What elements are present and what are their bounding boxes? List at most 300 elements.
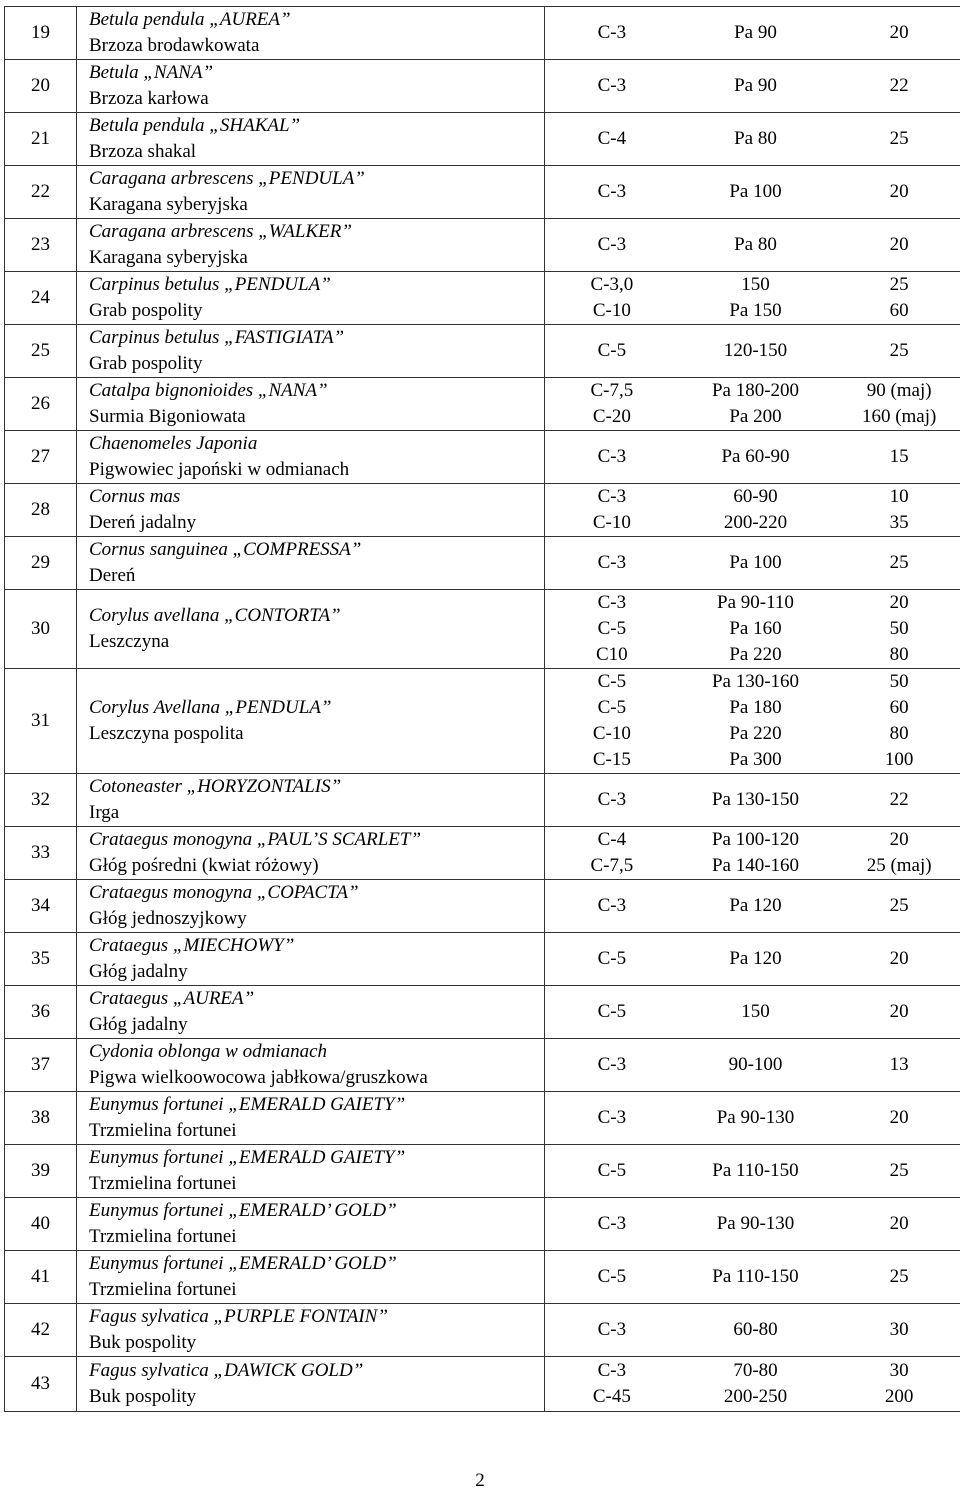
spec-value: 100 bbox=[834, 747, 960, 773]
plant-name-cell bbox=[77, 219, 545, 272]
price bbox=[834, 1158, 960, 1184]
plant-name-cell bbox=[77, 986, 545, 1039]
latin-name: Carpinus betulus „PENDULA” bbox=[89, 272, 544, 298]
spec-value: Pa 180 bbox=[680, 695, 830, 721]
spec-value: 50 bbox=[834, 669, 960, 695]
price bbox=[834, 827, 960, 879]
specs-cell bbox=[545, 1198, 960, 1251]
spec-value: Pa 150 bbox=[680, 298, 830, 324]
container-size bbox=[547, 787, 677, 813]
table-row bbox=[5, 1304, 960, 1357]
plant-height bbox=[680, 1317, 830, 1343]
spec-value: Pa 220 bbox=[680, 642, 830, 668]
spec-value: C-3 bbox=[547, 179, 677, 205]
container-size bbox=[547, 550, 677, 576]
price bbox=[834, 1317, 960, 1343]
common-name: Trzmielina fortunei bbox=[89, 1224, 544, 1250]
row-number: 19 bbox=[5, 7, 77, 60]
spec-value: 20 bbox=[834, 827, 960, 853]
specs-cell bbox=[545, 933, 960, 986]
table-row bbox=[5, 933, 960, 986]
container-size bbox=[547, 1211, 677, 1237]
spec-value: 120-150 bbox=[680, 338, 830, 364]
plant-height bbox=[680, 484, 830, 536]
spec-value: Pa 90-110 bbox=[680, 590, 830, 616]
spec-value: Pa 110-150 bbox=[680, 1158, 830, 1184]
plant-name-cell bbox=[77, 1145, 545, 1198]
container-size bbox=[547, 669, 677, 773]
price bbox=[834, 787, 960, 813]
spec-value: 20 bbox=[834, 946, 960, 972]
plant-height bbox=[680, 999, 830, 1025]
price bbox=[834, 73, 960, 99]
table-row bbox=[5, 537, 960, 590]
specs-cell bbox=[545, 484, 960, 537]
price bbox=[834, 20, 960, 46]
plant-height bbox=[680, 444, 830, 470]
spec-value: 60 bbox=[834, 298, 960, 324]
table-row bbox=[5, 1251, 960, 1304]
spec-value: 50 bbox=[834, 616, 960, 642]
spec-value: C-5 bbox=[547, 1264, 677, 1290]
plant-height bbox=[680, 338, 830, 364]
plant-height bbox=[680, 126, 830, 152]
container-size bbox=[547, 272, 677, 324]
spec-value: Pa 100 bbox=[680, 550, 830, 576]
spec-value: C-7,5 bbox=[547, 853, 677, 879]
plant-name-cell bbox=[77, 774, 545, 827]
plant-height bbox=[680, 1211, 830, 1237]
row-number: 20 bbox=[5, 60, 77, 113]
spec-value: C-3 bbox=[547, 1317, 677, 1343]
spec-value: 25 bbox=[834, 338, 960, 364]
spec-value: 25 bbox=[834, 893, 960, 919]
container-size bbox=[547, 1158, 677, 1184]
spec-value: 200-220 bbox=[680, 510, 830, 536]
plant-height bbox=[680, 1105, 830, 1131]
common-name: Surmia Bigoniowata bbox=[89, 404, 544, 430]
container-size bbox=[547, 1264, 677, 1290]
spec-value: 13 bbox=[834, 1052, 960, 1078]
table-row bbox=[5, 827, 960, 880]
spec-value: 60-80 bbox=[680, 1317, 830, 1343]
price bbox=[834, 126, 960, 152]
plant-height bbox=[680, 590, 830, 668]
spec-value: 35 bbox=[834, 510, 960, 536]
row-number: 26 bbox=[5, 378, 77, 431]
latin-name: Caragana arbrescens „PENDULA” bbox=[89, 166, 544, 192]
spec-value: 15 bbox=[834, 444, 960, 470]
specs-cell bbox=[545, 113, 960, 166]
spec-value: Pa 90 bbox=[680, 20, 830, 46]
spec-value: C-3 bbox=[547, 1052, 677, 1078]
plant-name-cell bbox=[77, 484, 545, 537]
common-name: Pigwa wielkoowocowa jabłkowa/gruszkowa bbox=[89, 1065, 544, 1091]
row-number: 30 bbox=[5, 590, 77, 669]
specs-cell bbox=[545, 1092, 960, 1145]
spec-value: 25 bbox=[834, 272, 960, 298]
common-name: Buk pospolity bbox=[89, 1330, 544, 1356]
common-name: Głóg jadalny bbox=[89, 1012, 544, 1038]
specs-cell bbox=[545, 537, 960, 590]
row-number: 32 bbox=[5, 774, 77, 827]
plant-name-cell bbox=[77, 60, 545, 113]
specs-cell bbox=[545, 272, 960, 325]
spec-value: C10 bbox=[547, 642, 677, 668]
table-row bbox=[5, 669, 960, 774]
spec-value: 20 bbox=[834, 1105, 960, 1131]
spec-value: 22 bbox=[834, 73, 960, 99]
plant-name-cell bbox=[77, 7, 545, 60]
spec-value: 200 bbox=[834, 1384, 960, 1410]
row-number: 23 bbox=[5, 219, 77, 272]
spec-value: C-5 bbox=[547, 616, 677, 642]
common-name: Karagana syberyjska bbox=[89, 192, 544, 218]
row-number: 38 bbox=[5, 1092, 77, 1145]
spec-value: C-5 bbox=[547, 338, 677, 364]
spec-value: Pa 80 bbox=[680, 126, 830, 152]
container-size bbox=[547, 1105, 677, 1131]
plant-name-cell bbox=[77, 272, 545, 325]
plant-name-cell bbox=[77, 1304, 545, 1357]
latin-name: Betula pendula „SHAKAL” bbox=[89, 113, 544, 139]
spec-value: C-3 bbox=[547, 1211, 677, 1237]
table-row bbox=[5, 60, 960, 113]
common-name: Głóg jadalny bbox=[89, 959, 544, 985]
spec-value: 25 bbox=[834, 1158, 960, 1184]
latin-name: Fagus sylvatica „PURPLE FONTAIN” bbox=[89, 1304, 544, 1330]
container-size bbox=[547, 20, 677, 46]
plant-height bbox=[680, 550, 830, 576]
price bbox=[834, 1358, 960, 1410]
latin-name: Eunymus fortunei „EMERALD GAIETY” bbox=[89, 1092, 544, 1118]
spec-value: 60-90 bbox=[680, 484, 830, 510]
price bbox=[834, 590, 960, 668]
plant-name-cell bbox=[77, 378, 545, 431]
spec-value: Pa 180-200 bbox=[680, 378, 830, 404]
spec-value: C-20 bbox=[547, 404, 677, 430]
spec-value: 25 bbox=[834, 126, 960, 152]
spec-value: Pa 120 bbox=[680, 893, 830, 919]
common-name: Leszczyna bbox=[89, 629, 544, 655]
container-size bbox=[547, 1317, 677, 1343]
common-name: Trzmielina fortunei bbox=[89, 1118, 544, 1144]
spec-value: C-7,5 bbox=[547, 378, 677, 404]
spec-value: 70-80 bbox=[680, 1358, 830, 1384]
latin-name: Crataegus „AUREA” bbox=[89, 986, 544, 1012]
row-number: 24 bbox=[5, 272, 77, 325]
row-number: 21 bbox=[5, 113, 77, 166]
spec-value: C-10 bbox=[547, 298, 677, 324]
spec-value: 200-250 bbox=[680, 1384, 830, 1410]
spec-value: 25 bbox=[834, 550, 960, 576]
plant-name-cell bbox=[77, 166, 545, 219]
spec-value: C-5 bbox=[547, 1158, 677, 1184]
spec-value: C-45 bbox=[547, 1384, 677, 1410]
row-number: 43 bbox=[5, 1357, 77, 1412]
spec-value: 10 bbox=[834, 484, 960, 510]
spec-value: Pa 90-130 bbox=[680, 1105, 830, 1131]
spec-value: 20 bbox=[834, 232, 960, 258]
row-number: 42 bbox=[5, 1304, 77, 1357]
plant-name-cell bbox=[77, 1357, 545, 1412]
price bbox=[834, 1264, 960, 1290]
table-row bbox=[5, 325, 960, 378]
table-row bbox=[5, 7, 960, 60]
plant-name-cell bbox=[77, 1198, 545, 1251]
row-number: 25 bbox=[5, 325, 77, 378]
plant-height bbox=[680, 893, 830, 919]
latin-name: Cydonia oblonga w odmianach bbox=[89, 1039, 544, 1065]
spec-value: C-3 bbox=[547, 232, 677, 258]
plant-name-cell bbox=[77, 880, 545, 933]
latin-name: Fagus sylvatica „DAWICK GOLD” bbox=[89, 1358, 544, 1384]
spec-value: 90-100 bbox=[680, 1052, 830, 1078]
container-size bbox=[547, 893, 677, 919]
table-row bbox=[5, 1145, 960, 1198]
price bbox=[834, 893, 960, 919]
plant-height bbox=[680, 827, 830, 879]
spec-value: C-5 bbox=[547, 946, 677, 972]
specs-cell bbox=[545, 1251, 960, 1304]
container-size bbox=[547, 179, 677, 205]
spec-value: C-10 bbox=[547, 510, 677, 536]
plant-height bbox=[680, 73, 830, 99]
table-row bbox=[5, 1039, 960, 1092]
row-number: 35 bbox=[5, 933, 77, 986]
container-size bbox=[547, 590, 677, 668]
row-number: 33 bbox=[5, 827, 77, 880]
container-size bbox=[547, 232, 677, 258]
latin-name: Chaenomeles Japonia bbox=[89, 431, 544, 457]
row-number: 34 bbox=[5, 880, 77, 933]
container-size bbox=[547, 1052, 677, 1078]
common-name: Trzmielina fortunei bbox=[89, 1171, 544, 1197]
plant-height bbox=[680, 946, 830, 972]
spec-value: C-3 bbox=[547, 787, 677, 813]
spec-value: C-3 bbox=[547, 444, 677, 470]
row-number: 29 bbox=[5, 537, 77, 590]
container-size bbox=[547, 444, 677, 470]
table-row bbox=[5, 880, 960, 933]
table-row bbox=[5, 590, 960, 669]
row-number: 36 bbox=[5, 986, 77, 1039]
specs-cell bbox=[545, 590, 960, 669]
spec-value: 150 bbox=[680, 272, 830, 298]
spec-value: Pa 160 bbox=[680, 616, 830, 642]
specs-cell bbox=[545, 880, 960, 933]
latin-name: Eunymus fortunei „EMERALD’ GOLD” bbox=[89, 1198, 544, 1224]
spec-value: C-5 bbox=[547, 695, 677, 721]
spec-value: Pa 120 bbox=[680, 946, 830, 972]
table-row bbox=[5, 219, 960, 272]
spec-value: Pa 130-150 bbox=[680, 787, 830, 813]
common-name: Grab pospolity bbox=[89, 351, 544, 377]
plant-height bbox=[680, 787, 830, 813]
plant-height bbox=[680, 378, 830, 430]
row-number: 39 bbox=[5, 1145, 77, 1198]
spec-value: Pa 220 bbox=[680, 721, 830, 747]
common-name: Irga bbox=[89, 800, 544, 826]
spec-value: Pa 90-130 bbox=[680, 1211, 830, 1237]
latin-name: Crataegus monogyna „COPACTA” bbox=[89, 880, 544, 906]
latin-name: Cornus mas bbox=[89, 484, 544, 510]
row-number: 37 bbox=[5, 1039, 77, 1092]
plant-height bbox=[680, 272, 830, 324]
spec-value: Pa 80 bbox=[680, 232, 830, 258]
container-size bbox=[547, 484, 677, 536]
common-name: Trzmielina fortunei bbox=[89, 1277, 544, 1303]
latin-name: Eunymus fortunei „EMERALD GAIETY” bbox=[89, 1145, 544, 1171]
container-size bbox=[547, 1358, 677, 1410]
plant-name-cell bbox=[77, 669, 545, 774]
spec-value: 20 bbox=[834, 1211, 960, 1237]
latin-name: Betula „NANA” bbox=[89, 60, 544, 86]
price bbox=[834, 179, 960, 205]
table-row bbox=[5, 774, 960, 827]
specs-cell bbox=[545, 60, 960, 113]
table-row bbox=[5, 484, 960, 537]
row-number: 28 bbox=[5, 484, 77, 537]
spec-value: C-3 bbox=[547, 20, 677, 46]
spec-value: Pa 100 bbox=[680, 179, 830, 205]
specs-cell bbox=[545, 1304, 960, 1357]
plant-height bbox=[680, 669, 830, 773]
table-row bbox=[5, 166, 960, 219]
common-name: Głóg jednoszyjkowy bbox=[89, 906, 544, 932]
spec-value: C-10 bbox=[547, 721, 677, 747]
plant-name-cell bbox=[77, 1092, 545, 1145]
spec-value: 160 (maj) bbox=[834, 404, 960, 430]
table-row bbox=[5, 986, 960, 1039]
row-number: 31 bbox=[5, 669, 77, 774]
specs-cell bbox=[545, 986, 960, 1039]
spec-value: 80 bbox=[834, 642, 960, 668]
price bbox=[834, 484, 960, 536]
plant-name-cell bbox=[77, 431, 545, 484]
spec-value: C-4 bbox=[547, 126, 677, 152]
price bbox=[834, 1052, 960, 1078]
price bbox=[834, 338, 960, 364]
spec-value: 25 bbox=[834, 1264, 960, 1290]
specs-cell bbox=[545, 325, 960, 378]
spec-value: C-5 bbox=[547, 999, 677, 1025]
spec-value: Pa 130-160 bbox=[680, 669, 830, 695]
spec-value: 90 (maj) bbox=[834, 378, 960, 404]
common-name: Brzoza karłowa bbox=[89, 86, 544, 112]
plant-name-cell bbox=[77, 933, 545, 986]
common-name: Dereń jadalny bbox=[89, 510, 544, 536]
spec-value: 25 (maj) bbox=[834, 853, 960, 879]
plant-name-cell bbox=[77, 537, 545, 590]
latin-name: Corylus avellana „CONTORTA” bbox=[89, 603, 544, 629]
row-number: 41 bbox=[5, 1251, 77, 1304]
spec-value: Pa 90 bbox=[680, 73, 830, 99]
latin-name: Crataegus monogyna „PAUL’S SCARLET” bbox=[89, 827, 544, 853]
plant-price-table bbox=[4, 6, 960, 1412]
specs-cell bbox=[545, 431, 960, 484]
latin-name: Crataegus „MIECHOWY” bbox=[89, 933, 544, 959]
container-size bbox=[547, 946, 677, 972]
spec-value: C-3 bbox=[547, 893, 677, 919]
price bbox=[834, 946, 960, 972]
container-size bbox=[547, 126, 677, 152]
table-body bbox=[5, 7, 960, 1412]
common-name: Głóg pośredni (kwiat różowy) bbox=[89, 853, 544, 879]
latin-name: Cotoneaster „HORYZONTALIS” bbox=[89, 774, 544, 800]
spec-value: C-3,0 bbox=[547, 272, 677, 298]
row-number: 22 bbox=[5, 166, 77, 219]
spec-value: 30 bbox=[834, 1358, 960, 1384]
plant-height bbox=[680, 232, 830, 258]
spec-value: 20 bbox=[834, 590, 960, 616]
price bbox=[834, 272, 960, 324]
row-number: 40 bbox=[5, 1198, 77, 1251]
spec-value: C-5 bbox=[547, 669, 677, 695]
plant-name-cell bbox=[77, 113, 545, 166]
spec-value: 30 bbox=[834, 1317, 960, 1343]
common-name: Grab pospolity bbox=[89, 298, 544, 324]
latin-name: Catalpa bignonioides „NANA” bbox=[89, 378, 544, 404]
latin-name: Betula pendula „AUREA” bbox=[89, 7, 544, 33]
row-number: 27 bbox=[5, 431, 77, 484]
common-name: Leszczyna pospolita bbox=[89, 721, 544, 747]
container-size bbox=[547, 999, 677, 1025]
container-size bbox=[547, 73, 677, 99]
spec-value: C-3 bbox=[547, 590, 677, 616]
spec-value: C-3 bbox=[547, 484, 677, 510]
spec-value: 80 bbox=[834, 721, 960, 747]
table-row bbox=[5, 1092, 960, 1145]
specs-cell bbox=[545, 669, 960, 774]
specs-cell bbox=[545, 378, 960, 431]
spec-value: 22 bbox=[834, 787, 960, 813]
specs-cell bbox=[545, 7, 960, 60]
price bbox=[834, 232, 960, 258]
container-size bbox=[547, 378, 677, 430]
spec-value: 150 bbox=[680, 999, 830, 1025]
specs-cell bbox=[545, 1357, 960, 1412]
plant-name-cell bbox=[77, 325, 545, 378]
table-row bbox=[5, 378, 960, 431]
common-name: Brzoza shakal bbox=[89, 139, 544, 165]
common-name: Buk pospolity bbox=[89, 1384, 544, 1410]
spec-value: 20 bbox=[834, 20, 960, 46]
plant-height bbox=[680, 1358, 830, 1410]
container-size bbox=[547, 338, 677, 364]
plant-height bbox=[680, 20, 830, 46]
spec-value: C-3 bbox=[547, 550, 677, 576]
table-row bbox=[5, 1357, 960, 1412]
plant-height bbox=[680, 179, 830, 205]
table-row bbox=[5, 431, 960, 484]
table-row bbox=[5, 1198, 960, 1251]
common-name: Pigwowiec japoński w odmianach bbox=[89, 457, 544, 483]
plant-name-cell bbox=[77, 1251, 545, 1304]
plant-name-cell bbox=[77, 827, 545, 880]
plant-height bbox=[680, 1158, 830, 1184]
price bbox=[834, 444, 960, 470]
spec-value: Pa 200 bbox=[680, 404, 830, 430]
spec-value: Pa 100-120 bbox=[680, 827, 830, 853]
plant-name-cell bbox=[77, 1039, 545, 1092]
table-row bbox=[5, 272, 960, 325]
spec-value: C-15 bbox=[547, 747, 677, 773]
price bbox=[834, 999, 960, 1025]
price bbox=[834, 1211, 960, 1237]
latin-name: Corylus Avellana „PENDULA” bbox=[89, 695, 544, 721]
spec-value: Pa 110-150 bbox=[680, 1264, 830, 1290]
